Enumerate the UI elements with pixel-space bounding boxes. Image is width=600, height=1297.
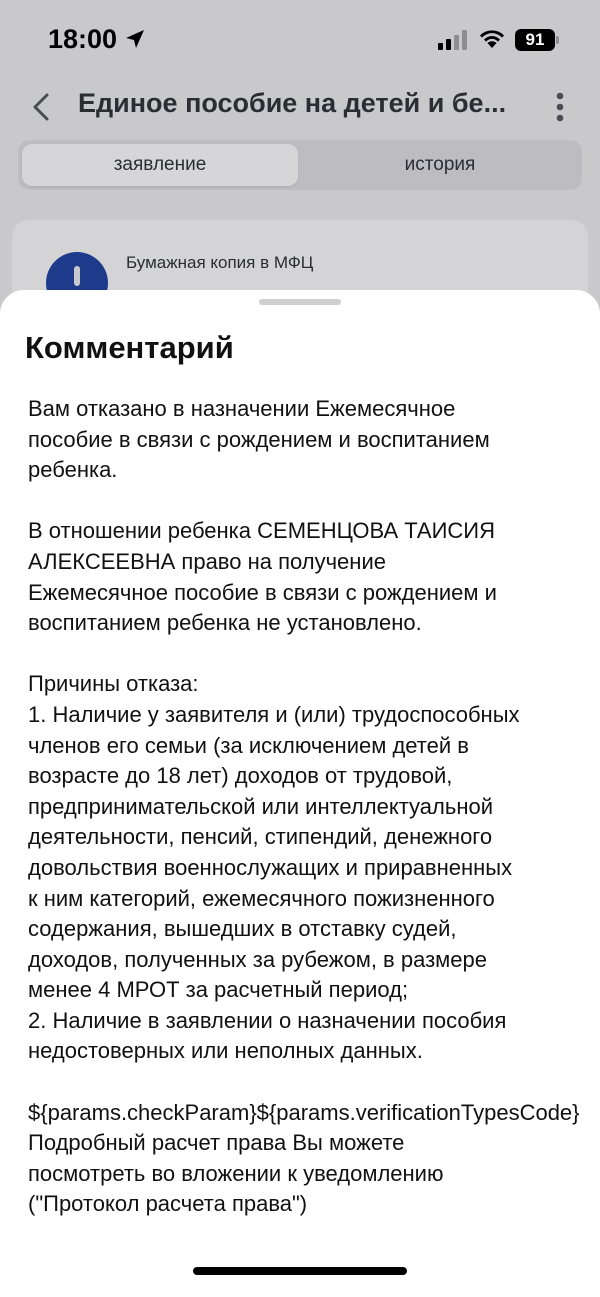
home-indicator [193,1267,407,1275]
segmented-control [18,140,582,190]
more-vertical-icon[interactable] [554,92,566,122]
battery-icon: 91 [515,29,555,51]
status-time: 18:00 [48,24,118,54]
comment-sheet [0,290,600,1297]
page-title: Единое пособие на детей и бе... [78,88,507,118]
sheet-title: Комментарий [25,330,234,365]
status-bar [0,0,600,80]
tab-history[interactable]: история [404,154,476,175]
signal-icon [438,30,470,50]
battery-tip [556,36,559,44]
card-text: Бумажная копия в МФЦ [126,253,314,272]
location-arrow-icon [124,28,146,50]
sheet-grabber[interactable] [259,299,341,305]
tab-application[interactable]: заявление [22,144,298,186]
back-chevron-icon[interactable] [30,92,52,122]
comment-text: Вам отказано в назначении Ежемесячное пособие в связи с рождением и воспитанием ребенка. В отношении ребенка СЕМЕНЦОВА ТАИСИЯ АЛЕКСЕЕВНА право на получение Ежемесячное пособие в связи с рождением и воспитанием ребенка не установлено. Причины отказа: 1. Наличие у заявителя и (или) трудоспособных членов его семьи (за исключением детей в возрасте до 18 лет) доходов от трудовой, предпринимательской или интеллектуальной деятельности, пенсий, стипендий, денежного довольствия военнослужащих и приравненных к ним категорий, ежемесячного пожизненного содержания, вышедших в отставку судей, доходов, полученных за рубежом, в размере менее 4 МРОТ за расчетный период; 2. Наличие в заявлении о назначении пособия недостоверных или неполных данных. ${params.checkParam}${params.verificationTypesCode} Подробный расчет права Вы можете посмотреть во вложении к уведомлению ("Протокол расчета права") [28,396,580,1217]
wifi-icon [478,28,506,50]
